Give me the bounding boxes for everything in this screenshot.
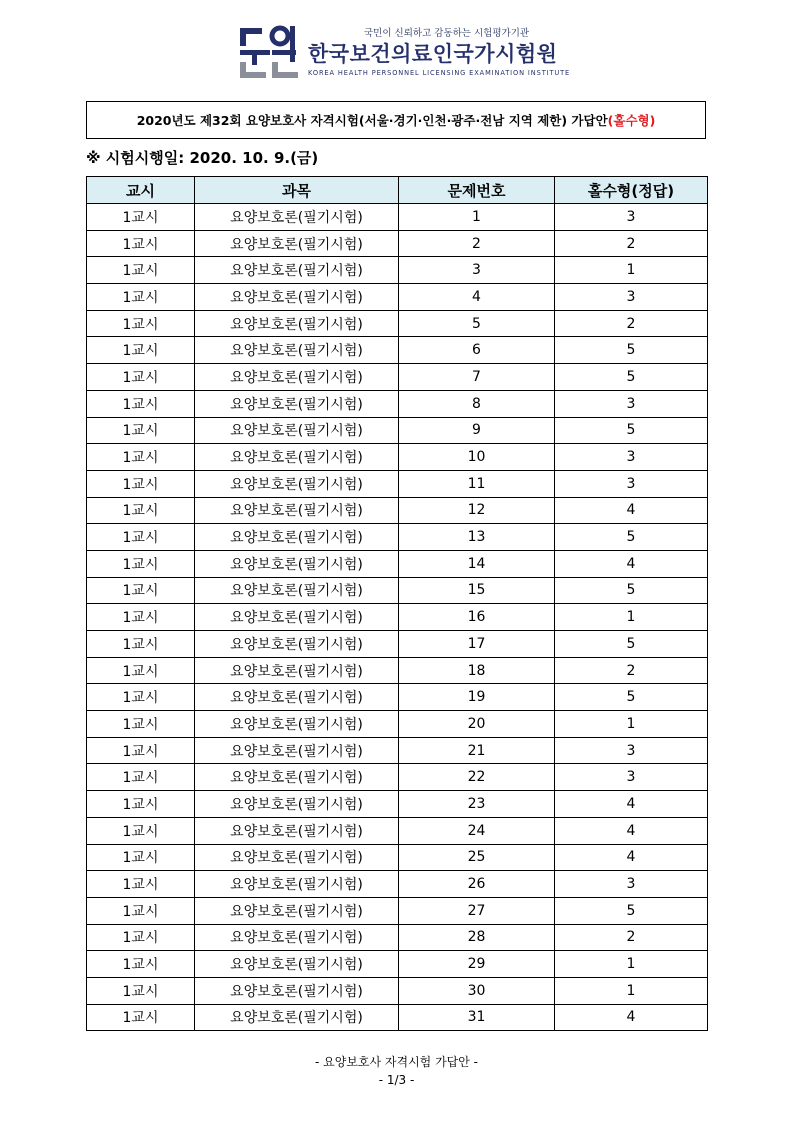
column-header-subject: 과목: [195, 177, 399, 204]
cell-answer: 5: [555, 364, 708, 391]
cell-answer: 2: [555, 657, 708, 684]
table-row: [87, 577, 708, 604]
table-row: [87, 711, 708, 738]
cell-subject: 요양보호론(필기시험): [195, 470, 399, 497]
cell-question-number: 29: [399, 951, 555, 978]
table-row: [87, 550, 708, 577]
table-row: [87, 977, 708, 1004]
table-row: [87, 390, 708, 417]
cell-answer: 2: [555, 310, 708, 337]
cell-question-number: 6: [399, 337, 555, 364]
document-title-main: 2020년도 제32회 요양보호사 자격시험(서울·경기·인천·광주·전남 지역 제한) 가답안: [136, 113, 608, 128]
cell-question-number: 19: [399, 684, 555, 711]
answer-table: [86, 176, 708, 1031]
cell-answer: 3: [555, 871, 708, 898]
cell-subject: 요양보호론(필기시험): [195, 764, 399, 791]
cell-period: 1교시: [87, 871, 195, 898]
cell-period: 1교시: [87, 550, 195, 577]
cell-answer: 5: [555, 524, 708, 551]
table-row: [87, 524, 708, 551]
cell-period: 1교시: [87, 604, 195, 631]
document-title: [86, 101, 706, 139]
cell-period: 1교시: [87, 337, 195, 364]
cell-question-number: 25: [399, 844, 555, 871]
cell-question-number: 4: [399, 284, 555, 311]
exam-date: ※ 시험시행일: 2020. 10. 9.(금): [86, 149, 319, 167]
table-row: [87, 871, 708, 898]
cell-question-number: 1: [399, 204, 555, 231]
cell-period: 1교시: [87, 230, 195, 257]
table-row: [87, 497, 708, 524]
cell-period: 1교시: [87, 284, 195, 311]
cell-question-number: 2: [399, 230, 555, 257]
cell-answer: 4: [555, 844, 708, 871]
cell-period: 1교시: [87, 657, 195, 684]
cell-subject: 요양보호론(필기시험): [195, 977, 399, 1004]
cell-period: 1교시: [87, 497, 195, 524]
cell-question-number: 15: [399, 577, 555, 604]
cell-answer: 5: [555, 631, 708, 658]
table-row: [87, 604, 708, 631]
cell-subject: 요양보호론(필기시험): [195, 924, 399, 951]
cell-answer: 3: [555, 444, 708, 471]
table-row: [87, 951, 708, 978]
table-row: [87, 844, 708, 871]
cell-answer: 4: [555, 817, 708, 844]
page-number: - 1/3 -: [378, 1073, 415, 1087]
cell-question-number: 12: [399, 497, 555, 524]
cell-period: 1교시: [87, 791, 195, 818]
table-row: [87, 257, 708, 284]
table-row: [87, 444, 708, 471]
cell-answer: 4: [555, 791, 708, 818]
cell-subject: 요양보호론(필기시험): [195, 844, 399, 871]
cell-question-number: 28: [399, 924, 555, 951]
table-header-row: [87, 177, 708, 204]
cell-subject: 요양보호론(필기시험): [195, 577, 399, 604]
cell-period: 1교시: [87, 844, 195, 871]
cell-period: 1교시: [87, 897, 195, 924]
cell-subject: 요양보호론(필기시험): [195, 364, 399, 391]
table-row: [87, 417, 708, 444]
cell-answer: 5: [555, 897, 708, 924]
table-row: [87, 337, 708, 364]
cell-subject: 요양보호론(필기시험): [195, 310, 399, 337]
table-row: [87, 764, 708, 791]
cell-subject: 요양보호론(필기시험): [195, 550, 399, 577]
cell-question-number: 7: [399, 364, 555, 391]
table-row: [87, 657, 708, 684]
cell-answer: 1: [555, 951, 708, 978]
cell-subject: 요양보호론(필기시험): [195, 657, 399, 684]
table-row: [87, 364, 708, 391]
cell-answer: 1: [555, 977, 708, 1004]
cell-answer: 1: [555, 604, 708, 631]
cell-answer: 5: [555, 337, 708, 364]
cell-question-number: 13: [399, 524, 555, 551]
column-header-answer: 홀수형(정답): [555, 177, 708, 204]
cell-subject: 요양보호론(필기시험): [195, 817, 399, 844]
cell-subject: 요양보호론(필기시험): [195, 711, 399, 738]
cell-subject: 요양보호론(필기시험): [195, 230, 399, 257]
cell-answer: 3: [555, 470, 708, 497]
cell-question-number: 10: [399, 444, 555, 471]
cell-subject: 요양보호론(필기시험): [195, 204, 399, 231]
table-row: [87, 817, 708, 844]
cell-question-number: 16: [399, 604, 555, 631]
cell-question-number: 3: [399, 257, 555, 284]
cell-period: 1교시: [87, 577, 195, 604]
cell-question-number: 26: [399, 871, 555, 898]
cell-period: 1교시: [87, 417, 195, 444]
cell-answer: 1: [555, 257, 708, 284]
cell-answer: 2: [555, 924, 708, 951]
cell-answer: 4: [555, 497, 708, 524]
cell-answer: 3: [555, 764, 708, 791]
cell-subject: 요양보호론(필기시험): [195, 737, 399, 764]
cell-question-number: 20: [399, 711, 555, 738]
cell-question-number: 30: [399, 977, 555, 1004]
cell-period: 1교시: [87, 444, 195, 471]
cell-subject: 요양보호론(필기시험): [195, 1004, 399, 1031]
document-title-variant: (홀수형): [607, 113, 656, 128]
cell-answer: 5: [555, 577, 708, 604]
cell-question-number: 18: [399, 657, 555, 684]
org-slogan: 국민이 신뢰하고 감동하는 시험평가기관: [364, 28, 530, 39]
cell-answer: 5: [555, 684, 708, 711]
cell-question-number: 21: [399, 737, 555, 764]
footer-document-title: - 요양보호사 자격시험 가답안 -: [314, 1055, 479, 1069]
cell-period: 1교시: [87, 257, 195, 284]
cell-question-number: 24: [399, 817, 555, 844]
cell-subject: 요양보호론(필기시험): [195, 444, 399, 471]
cell-answer: 4: [555, 1004, 708, 1031]
column-header-question-number: 문제번호: [399, 177, 555, 204]
cell-period: 1교시: [87, 817, 195, 844]
cell-subject: 요양보호론(필기시험): [195, 497, 399, 524]
cell-question-number: 8: [399, 390, 555, 417]
cell-subject: 요양보호론(필기시험): [195, 284, 399, 311]
cell-period: 1교시: [87, 524, 195, 551]
table-row: [87, 310, 708, 337]
cell-question-number: 31: [399, 1004, 555, 1031]
cell-period: 1교시: [87, 631, 195, 658]
cell-period: 1교시: [87, 1004, 195, 1031]
cell-period: 1교시: [87, 924, 195, 951]
table-row: [87, 204, 708, 231]
table-row: [87, 737, 708, 764]
cell-period: 1교시: [87, 390, 195, 417]
cell-subject: 요양보호론(필기시험): [195, 524, 399, 551]
org-logo: [236, 22, 571, 84]
cell-period: 1교시: [87, 204, 195, 231]
cell-answer: 2: [555, 230, 708, 257]
cell-answer: 3: [555, 390, 708, 417]
org-name-english: KOREA HEALTH PERSONNEL LICENSING EXAMINATION INSTITUTE: [308, 69, 571, 77]
cell-subject: 요양보호론(필기시험): [195, 951, 399, 978]
cell-subject: 요양보호론(필기시험): [195, 417, 399, 444]
column-header-period: 교시: [87, 177, 195, 204]
cell-answer: 5: [555, 417, 708, 444]
table-row: [87, 470, 708, 497]
cell-period: 1교시: [87, 737, 195, 764]
cell-question-number: 17: [399, 631, 555, 658]
cell-period: 1교시: [87, 310, 195, 337]
cell-answer: 1: [555, 711, 708, 738]
cell-subject: 요양보호론(필기시험): [195, 337, 399, 364]
cell-period: 1교시: [87, 764, 195, 791]
cell-answer: 4: [555, 550, 708, 577]
table-row: [87, 230, 708, 257]
org-name: 한국보건의료인국가시험원: [308, 41, 558, 66]
kuksiwon-logo-icon: [236, 22, 300, 82]
cell-period: 1교시: [87, 711, 195, 738]
cell-subject: 요양보호론(필기시험): [195, 390, 399, 417]
cell-subject: 요양보호론(필기시험): [195, 604, 399, 631]
cell-period: 1교시: [87, 470, 195, 497]
table-row: [87, 631, 708, 658]
cell-subject: 요양보호론(필기시험): [195, 257, 399, 284]
table-row: [87, 791, 708, 818]
cell-period: 1교시: [87, 977, 195, 1004]
cell-subject: 요양보호론(필기시험): [195, 791, 399, 818]
cell-answer: 3: [555, 204, 708, 231]
table-row: [87, 284, 708, 311]
cell-period: 1교시: [87, 364, 195, 391]
cell-question-number: 27: [399, 897, 555, 924]
cell-answer: 3: [555, 737, 708, 764]
cell-subject: 요양보호론(필기시험): [195, 897, 399, 924]
table-row: [87, 924, 708, 951]
cell-period: 1교시: [87, 684, 195, 711]
table-row: [87, 1004, 708, 1031]
cell-answer: 3: [555, 284, 708, 311]
cell-subject: 요양보호론(필기시험): [195, 684, 399, 711]
table-row: [87, 684, 708, 711]
table-body: [87, 204, 708, 1031]
cell-question-number: 14: [399, 550, 555, 577]
cell-question-number: 23: [399, 791, 555, 818]
cell-period: 1교시: [87, 951, 195, 978]
cell-question-number: 22: [399, 764, 555, 791]
cell-subject: 요양보호론(필기시험): [195, 631, 399, 658]
cell-question-number: 5: [399, 310, 555, 337]
cell-question-number: 11: [399, 470, 555, 497]
cell-question-number: 9: [399, 417, 555, 444]
cell-subject: 요양보호론(필기시험): [195, 871, 399, 898]
table-row: [87, 897, 708, 924]
